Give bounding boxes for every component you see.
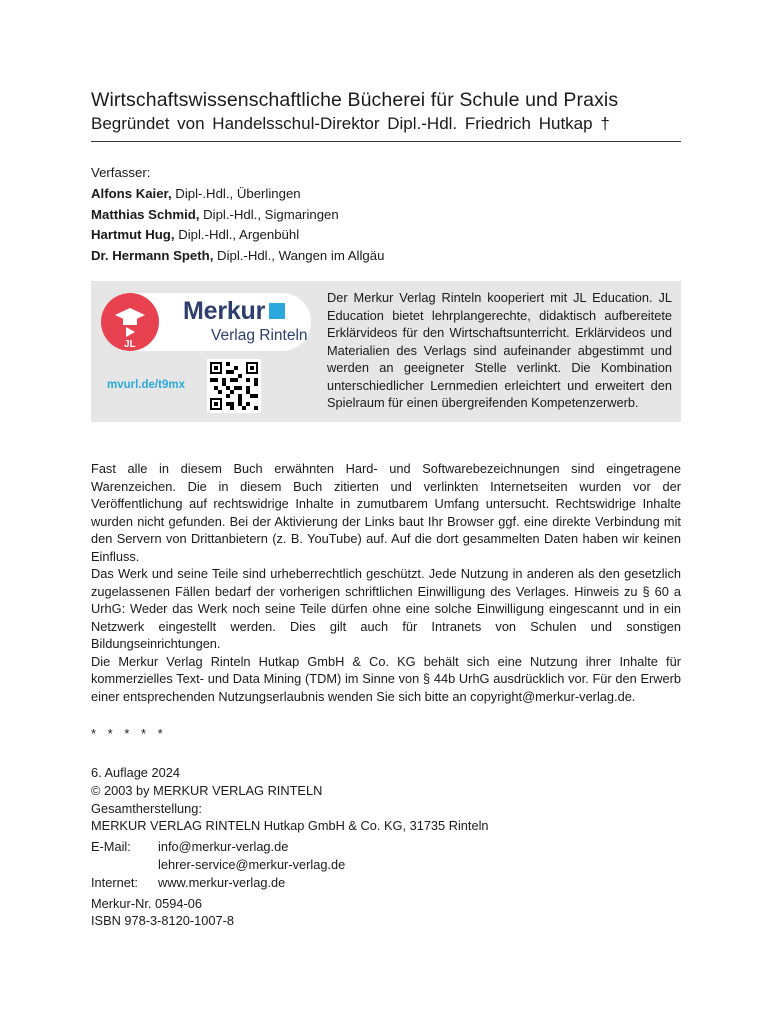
jl-education-icon (101, 293, 159, 351)
author-line (91, 205, 681, 226)
logo-flag-icon (269, 303, 285, 319)
email-row-2 (91, 856, 681, 874)
logo-merkur-text: Merkur (183, 297, 266, 325)
website-link[interactable]: www.merkur-verlag.de (158, 874, 286, 890)
author-line (91, 246, 681, 267)
imprint-block (91, 764, 681, 930)
series-title: Wirtschaftswissenschaftliche Bücherei für Schule und Praxis (91, 89, 619, 111)
author-details: Dipl.-Hdl., Wangen im Allgäu (213, 248, 385, 264)
email-link-service[interactable]: lehrer-service@merkur-verlag.de (158, 856, 346, 872)
trademark-paragraph: Fast alle in diesem Buch erwähnten Hard- und Softwarebezeichnungen sind eingetragene Warenzeichen. Die in diesem Buch zitierten und verlinkten Internetseiten wurden vor der Veröffentlichung auf rechtswidrige Inhalte in zumutbarem Umfang untersucht. Rechtswidrige Inhalte wurden nicht gefunden. Bei der Aktivierung der Links baut Ihr Browser ggf. eine direkte Verbindung mit den Servern von Drittanbietern (z. B. YouTube) auf. Auf die dort gesammelten Daten haben wir keinen Einfluss. (91, 461, 681, 564)
header-divider (91, 141, 681, 142)
separator-stars: * * * * * (91, 726, 167, 741)
imprint-page (91, 88, 681, 929)
author-details: Dipl.-Hdl., Sigmaringen (199, 206, 339, 222)
author-line (91, 225, 681, 246)
email-label: E-Mail: (91, 839, 131, 855)
author-name: Matthias Schmid, (91, 206, 200, 222)
copyright-line: © 2003 by MERKUR VERLAG RINTELN (91, 782, 323, 798)
author-details: Dipl-.Hdl., Überlingen (171, 185, 301, 201)
production-value: MERKUR VERLAG RINTELN Hutkap GmbH & Co. KG, 31735 Rinteln (91, 818, 489, 834)
short-link[interactable]: mvurl.de/t9mx (107, 379, 185, 391)
promo-description: Der Merkur Verlag Rinteln kooperiert mit JL Education. JL Education bietet lehrplangerechte, didaktisch aufbereitete Erklärvideos für den Wirtschaftsunterricht. Erklärvideos und Materialien des Verlags sind aufeinander abgestimmt und werden an geeigneter Stelle verlinkt. Die Kombination unterschiedlicher Lernmedien erleichtert und erweitert den Spielraum für einen übergreifenden Kompetenzerwerb. (327, 290, 672, 410)
production-label: Gesamtherstellung: (91, 800, 202, 816)
qr-code-icon[interactable] (207, 359, 261, 413)
author-name: Dr. Hermann Speth, (91, 248, 214, 264)
author-name: Hartmut Hug, (91, 227, 175, 243)
merkur-number: Merkur-Nr. 0594-06 (91, 895, 202, 911)
series-founder: Begründet von Handelsschul-Direktor Dipl.-Hdl. Friedrich Hutkap † (91, 114, 610, 133)
jl-badge-text: JL (124, 339, 136, 350)
authors-label: Verfasser: (91, 165, 151, 180)
merkur-jl-logo (101, 293, 311, 351)
author-name: Alfons Kaier, (91, 185, 172, 201)
internet-label: Internet: (91, 874, 138, 890)
authors-block (91, 163, 681, 267)
isbn: ISBN 978-3-8120-1007-8 (91, 913, 234, 929)
email-row (91, 838, 681, 856)
author-details: Dipl.-Hdl., Argenbühl (174, 227, 300, 243)
tdm-paragraph: Die Merkur Verlag Rinteln Hutkap GmbH & Co. KG behält sich eine Nutzung ihrer Inhalte für kommerzielles Text- und Data Mining (TDM) im Sinne von § 44b UrhG ausdrücklich vor. Für den Erwerb einer entsprechenden Nutzungserlaubnis wenden Sie sich bitte an copyright@merkur-verlag.de. (91, 653, 681, 704)
internet-row (91, 874, 681, 892)
copyright-paragraph: Das Werk und seine Teile sind urheberrechtlich geschützt. Jede Nutzung in anderen als den gesetzlich zugelassenen Fällen bedarf der vorherigen schriftlichen Einwilligung des Verlages. Hinweis zu § 60 a UrhG: Weder das Werk noch seine Teile dürfen ohne eine solche Einwilligung eingescannt und in ein Netzwerk eingestellt werden. Dies gilt auch für Intranets von Schulen und sonstigen Bildungseinrichtungen. (91, 566, 681, 651)
legal-notice (91, 460, 681, 705)
jl-education-promo-box (91, 281, 681, 422)
email-link-info[interactable]: info@merkur-verlag.de (158, 839, 289, 855)
logo-verlag-text: Verlag Rinteln (211, 327, 308, 344)
author-line (91, 184, 681, 205)
edition: 6. Auflage 2024 (91, 765, 180, 780)
